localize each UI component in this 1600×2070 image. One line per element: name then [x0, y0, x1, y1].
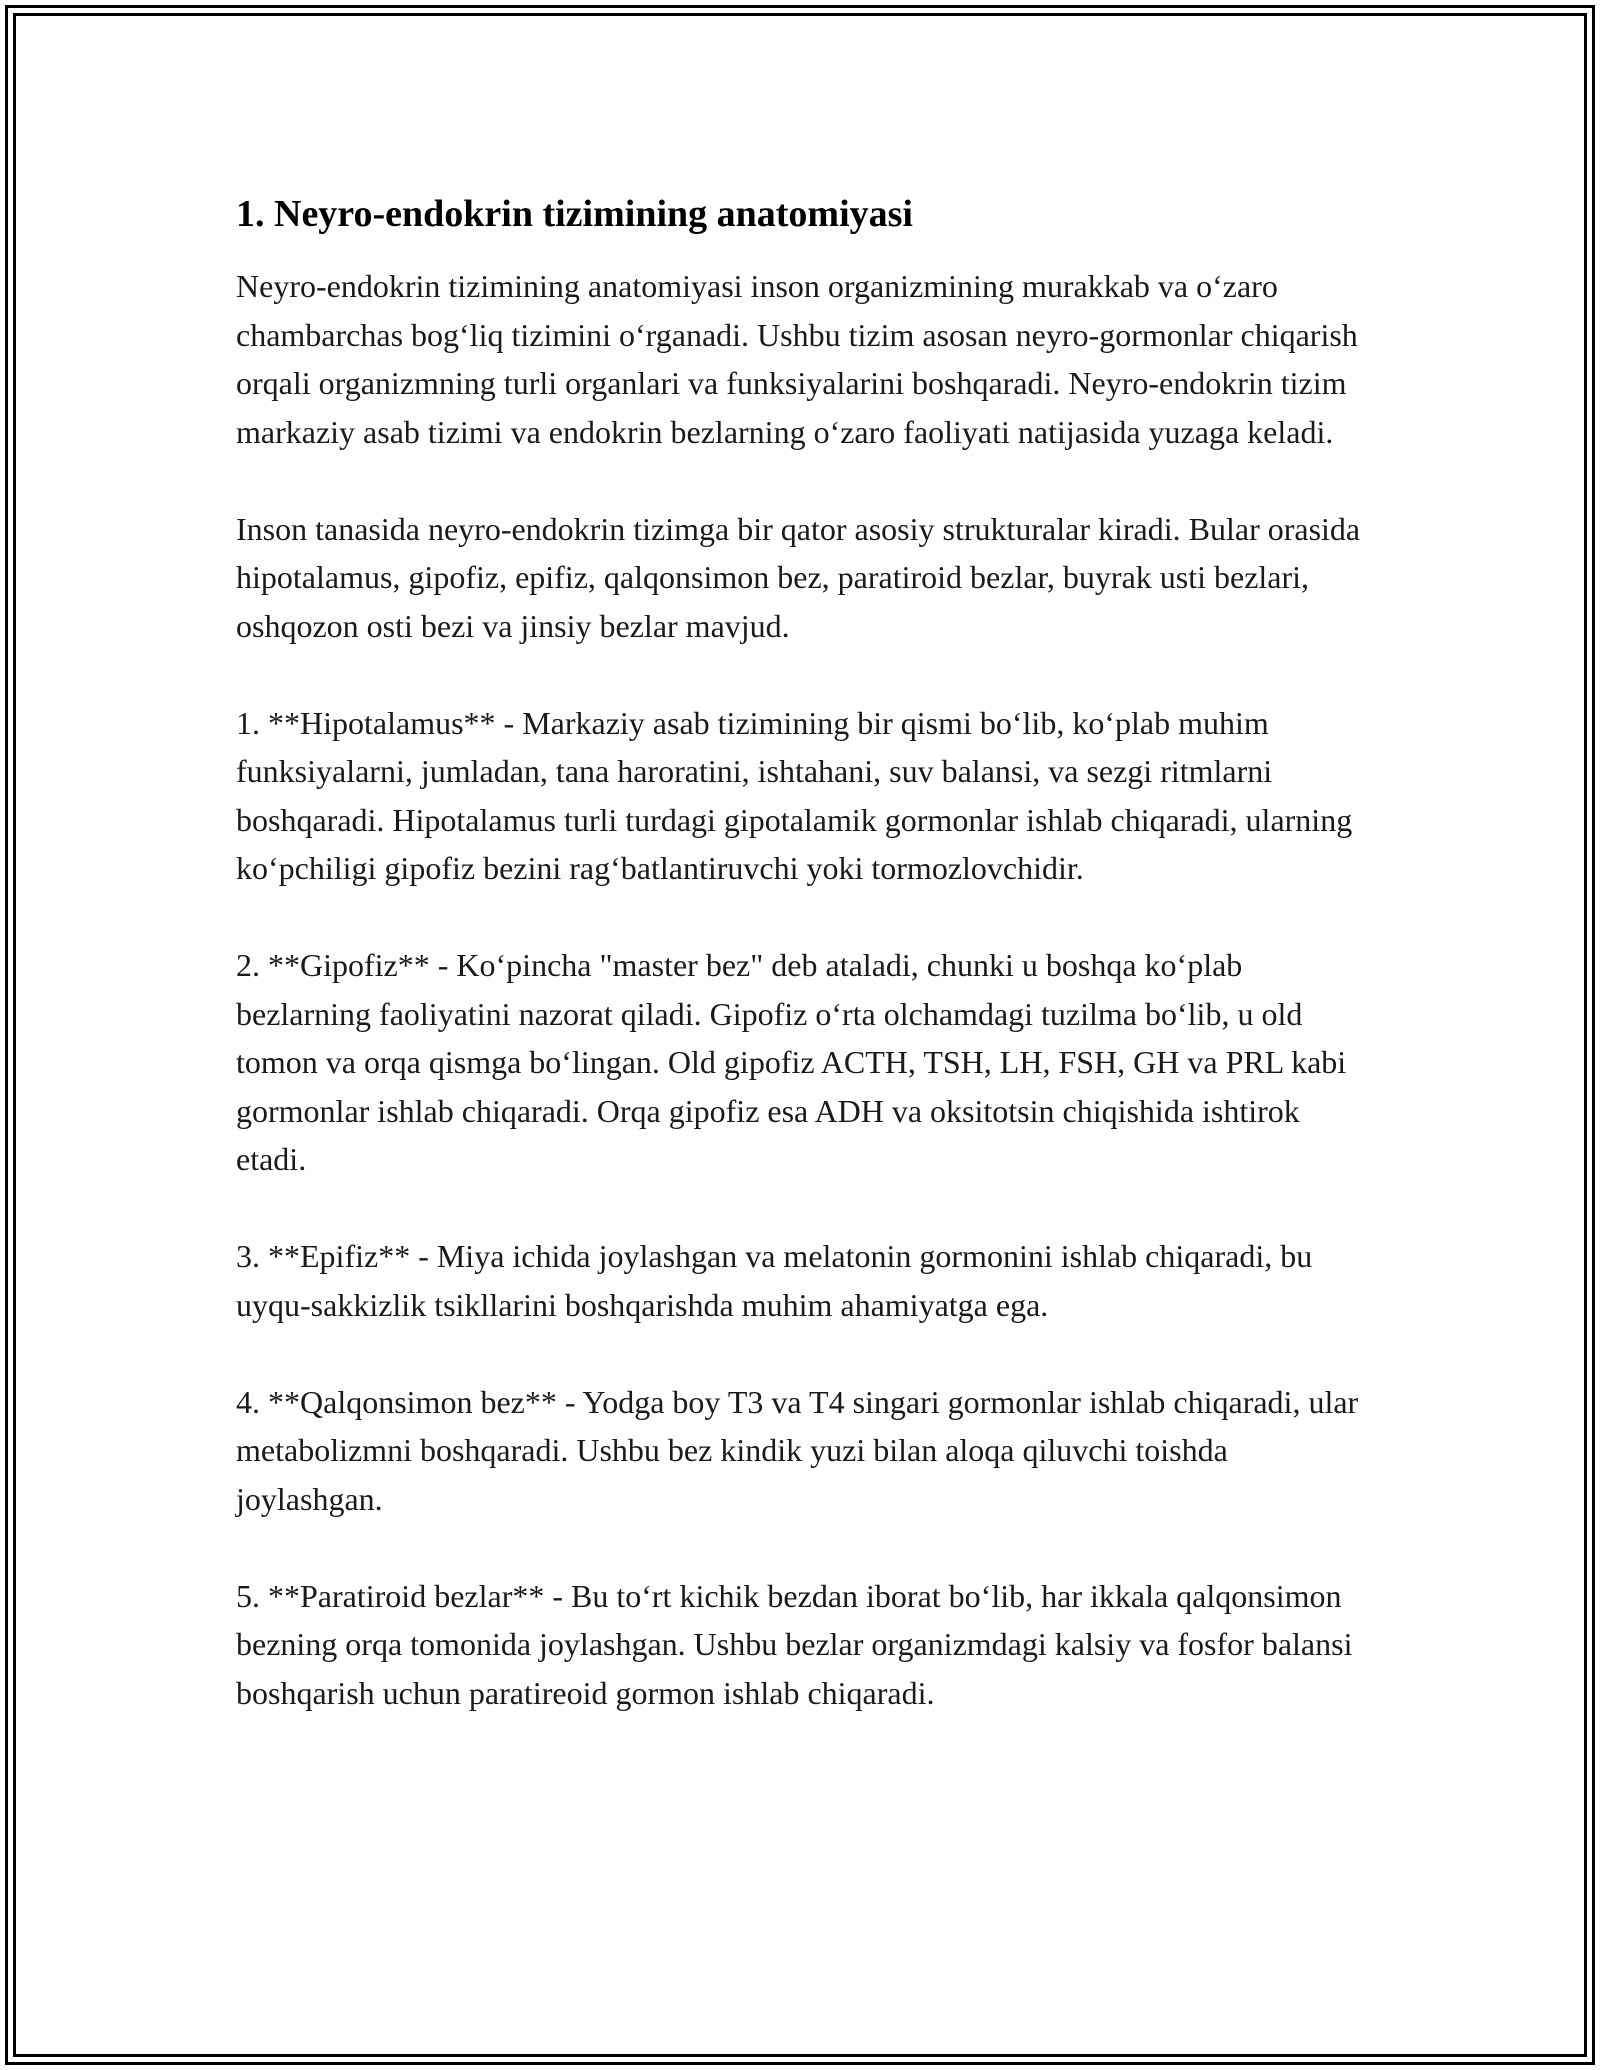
- paratiroid-bezlar-paragraph: 5. **Paratiroid bezlar** - Bu to‘rt kichik bezdan iborat bo‘lib, har ikkala qalqonsimon bezning orqa tomonida joylashgan. Ushbu bezlar organizmdagi kalsiy va fosfor balansi boshqarish uchun paratireoid gormon ishlab chiqaradi.: [236, 1577, 1353, 1711]
- qalqonsimon-bez-paragraph: 4. **Qalqonsimon bez** - Yodga boy T3 va T4 singari gormonlar ishlab chiqaradi, ular metabolizmni boshqaradi. Ushbu bez kindik yuzi bilan aloqa qiluvchi toishda joylashgan.: [236, 1383, 1359, 1517]
- intro-paragraph: Neyro-endokrin tizimining anatomiyasi inson organizmining murakkab va o‘zaro chambarchas bog‘liq tizimini o‘rganadi. Ushbu tizim asosan neyro-gormonlar chiqarish orqali organizmning turli organlari va funksiyalarini boshqaradi. Neyro-endokrin tizim markaziy asab tizimi va endokrin bezlarning o‘zaro faoliyati natijasida yuzaga keladi.: [236, 268, 1358, 450]
- structures-paragraph: Inson tanasida neyro-endokrin tizimga bir qator asosiy strukturalar kiradi. Bular orasida hipotalamus, gipofiz, epifiz, qalqonsimon bez, paratiroid bezlar, buyrak usti bezlari, oshqozon osti bezi va jinsiy bezlar mavjud.: [236, 510, 1361, 644]
- page-title: 1. Neyro-endokrin tizimining anatomiyasi: [236, 193, 913, 235]
- epifiz-paragraph: 3. **Epifiz** - Miya ichida joylashgan va melatonin gormonini ishlab chiqaradi, bu uyqu-sakkizlik tsikllarini boshqarishda muhim ahamiyatga ega.: [236, 1238, 1313, 1323]
- document-body: [236, 186, 1376, 1717]
- gipofiz-paragraph: 2. **Gipofiz** - Ko‘pincha "master bez" deb ataladi, chunki u boshqa ko‘plab bezlarning faoliyatini nazorat qiladi. Gipofiz o‘rta olchamdagi tuzilma bo‘lib, u old tomon va orqa qismga bo‘lingan. Old gipofiz ACTH, TSH, LH, FSH, GH va PRL kabi gormonlar ishlab chiqaradi. Orqa gipofiz esa ADH va oksitotsin chiqishida ishtirok etadi.: [236, 947, 1347, 1177]
- hipotalamus-paragraph: 1. **Hipotalamus** - Markaziy asab tizimining bir qismi bo‘lib, ko‘plab muhim funksiyalarni, jumladan, tana haroratini, ishtahani, suv balansi, va sezgi ritmlarni boshqaradi. Hipotalamus turli turdagi gipotalamik gormonlar ishlab chiqaradi, ularning ko‘pchiligi gipofiz bezini rag‘batlantiruvchi yoki tormozlovchidir.: [236, 704, 1353, 886]
